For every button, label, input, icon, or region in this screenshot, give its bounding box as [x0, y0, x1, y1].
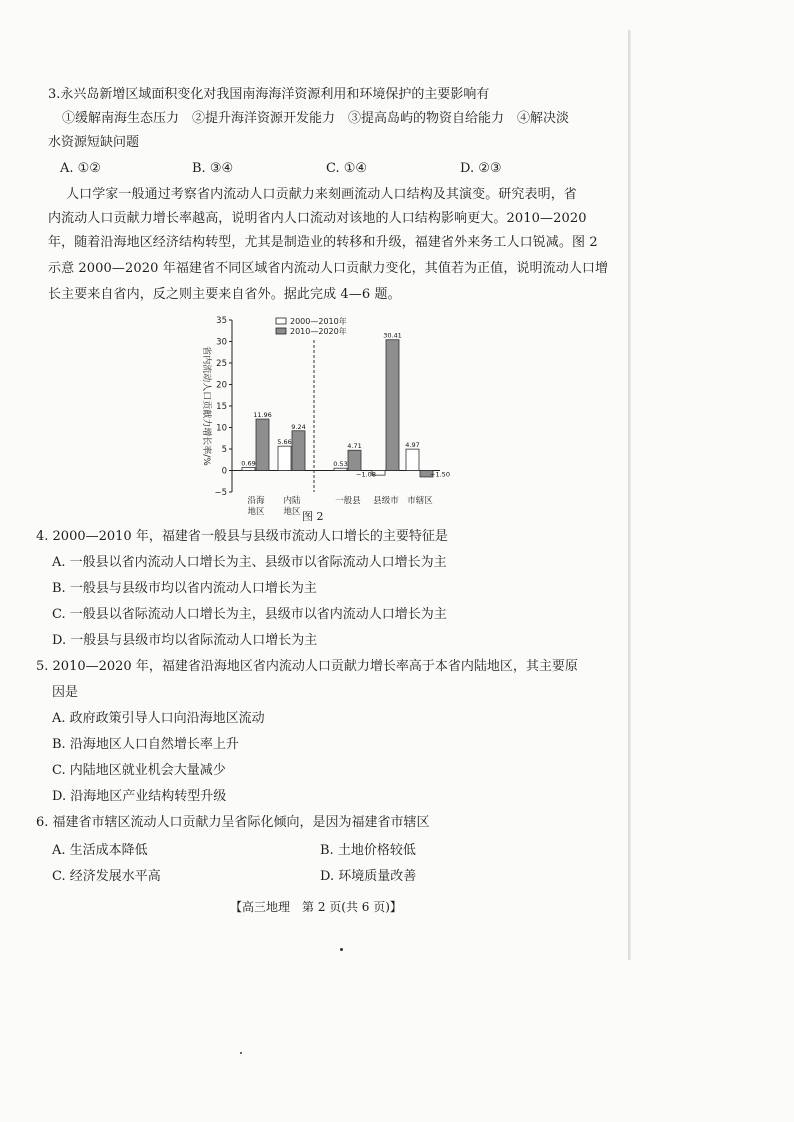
q3-option-b[interactable]: B. ③④ [192, 161, 234, 176]
bar-value-label: 11.96 [253, 411, 272, 420]
q4-option-d[interactable]: D. 一般县与县级市均以省际流动人口增长为主 [52, 633, 318, 648]
bar-value-label: 4.97 [405, 441, 420, 450]
y-tick-label: 15 [216, 402, 227, 412]
x-category-label: 地区 [247, 507, 265, 517]
bar-value-label: 0.53 [333, 460, 348, 469]
q4-option-a[interactable]: A. 一般县以省内流动人口增长为主、县级市以省际流动人口增长为主 [52, 555, 447, 570]
q5-option-a[interactable]: A. 政府政策引导人口向沿海地区流动 [52, 711, 265, 726]
x-category-label: 县级市 [373, 496, 399, 506]
legend-swatch [276, 318, 286, 324]
passage-line-5: 长主要来自省内，反之则主要来自省外。据此完成 4—6 题。 [48, 287, 401, 302]
q5-option-c[interactable]: C. 内陆地区就业机会大量减少 [52, 763, 226, 778]
y-tick-label: 0 [221, 466, 227, 477]
bar-series2 [256, 419, 269, 470]
passage-line-3: 年，随着沿海地区经济结构转型，尤其是制造业的转移和升级，福建省外来务工人口锐减。图 2 [48, 235, 598, 250]
page-fold-shadow [628, 30, 631, 960]
bar-series1 [242, 468, 255, 471]
y-axis-label: 省内流动人口贡献力增长率/% [201, 346, 211, 466]
bar-series1 [406, 449, 419, 470]
y-tick-label: −5 [214, 488, 227, 498]
q3-stem: 3.永兴岛新增区域面积变化对我国南海海洋资源利用和环境保护的主要影响有 [48, 87, 490, 102]
q3-items-line2: 水资源短缺问题 [48, 135, 140, 150]
q5-stem-line1: 5. 2010—2020 年，福建省沿海地区省内流动人口贡献力增长率高于本省内陆地区，其主要原 [36, 659, 578, 674]
bar-series1 [278, 446, 291, 470]
bar-series2 [292, 431, 305, 471]
legend-label: 2000—2010年 [290, 317, 347, 326]
bar-series1 [334, 468, 347, 470]
y-tick-label: 30 [216, 337, 227, 348]
bar-value-label: 9.24 [291, 422, 306, 431]
x-category-label: 内陆 [283, 496, 301, 506]
q5-option-b[interactable]: B. 沿海地区人口自然增长率上升 [52, 737, 239, 752]
legend-swatch [276, 328, 286, 334]
population-contribution-bar-chart [190, 308, 450, 520]
q3-option-c[interactable]: C. ①④ [326, 161, 368, 176]
passage-line-2: 内流动人口贡献力增长率越高，说明省内人口流动对该地的人口结构影响更大。2010—2020 [48, 211, 587, 226]
passage-line-1: 人口学家一般通过考察省内流动人口贡献力来刻画流动人口结构及其演变。研究表明，省 [66, 187, 577, 202]
x-category-label: 沿海 [247, 496, 265, 506]
passage-line-4: 示意 2000—2020 年福建省不同区域省内流动人口贡献力变化，其值若为正值，说明流动人口增 [48, 261, 609, 276]
bar-value-label: −1.08 [356, 470, 376, 479]
bar-value-label: −1.50 [430, 470, 450, 479]
bar-value-label: 30.41 [383, 331, 402, 340]
q4-option-b[interactable]: B. 一般县与县级市均以省内流动人口增长为主 [52, 581, 317, 596]
q3-option-d[interactable]: D. ②③ [460, 161, 502, 176]
q6-option-d[interactable]: D. 环境质量改善 [320, 869, 417, 884]
figure-caption: 图 2 [302, 510, 324, 523]
q3-items-line1: ①缓解南海生态压力 ②提升海洋资源开发能力 ③提高岛屿的物资自给能力 ④解决淡 [62, 111, 570, 126]
x-category-label: 市辖区 [407, 496, 433, 506]
bar-value-label: 0.69 [241, 459, 256, 468]
q6-option-b[interactable]: B. 土地价格较低 [320, 843, 416, 858]
q4-option-c[interactable]: C. 一般县以省际流动人口增长为主，县级市以省内流动人口增长为主 [52, 607, 447, 622]
q4-stem: 4. 2000—2010 年，福建省一般县与县级市流动人口增长的主要特征是 [36, 529, 448, 544]
x-category-label: 地区 [283, 507, 301, 517]
y-tick-label: 20 [216, 380, 227, 391]
q3-option-a[interactable]: A. ①② [60, 161, 101, 176]
y-tick-label: 10 [216, 423, 227, 434]
y-tick-label: 25 [216, 359, 227, 369]
y-tick-label: 35 [216, 316, 227, 326]
q6-option-a[interactable]: A. 生活成本降低 [52, 843, 148, 858]
y-tick-label: 5 [221, 445, 227, 455]
scan-speck [340, 948, 343, 951]
bar-value-label: 5.66 [277, 438, 292, 447]
bar-series2 [348, 450, 361, 470]
x-category-label: 一般县 [335, 496, 361, 506]
bar-value-label: 4.71 [347, 442, 362, 451]
q6-stem: 6. 福建省市辖区流动人口贡献力呈省际化倾向，是因为福建省市辖区 [36, 815, 430, 830]
legend-label: 2010—2020年 [290, 327, 347, 336]
bar-series2 [386, 340, 399, 471]
scan-speck [240, 1052, 242, 1054]
q5-option-d[interactable]: D. 沿海地区产业结构转型升级 [52, 789, 227, 804]
q5-stem-line2: 因是 [52, 685, 79, 700]
page-footer: 【高三地理 第 2 页(共 6 页)】 [230, 900, 402, 914]
q6-option-c[interactable]: C. 经济发展水平高 [52, 869, 161, 884]
